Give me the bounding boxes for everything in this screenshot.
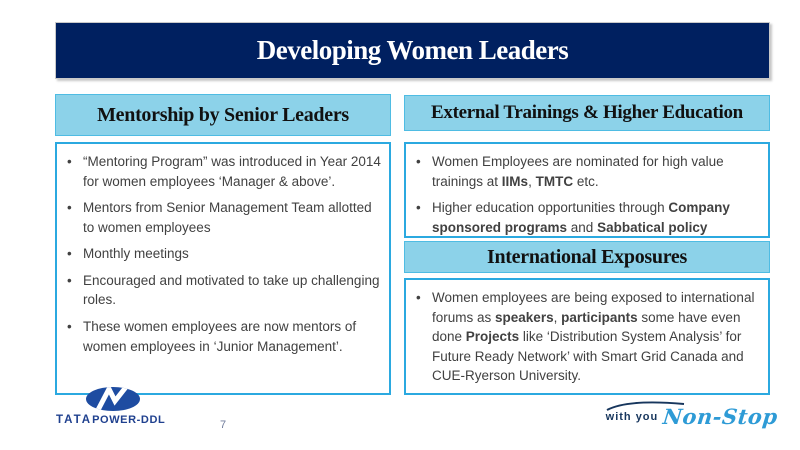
bullet-item: • Monthly meetings xyxy=(61,244,385,264)
right-section1-body xyxy=(404,142,770,238)
right-section1-header xyxy=(404,95,770,131)
page-number: 7 xyxy=(220,419,227,431)
right-section2-body xyxy=(404,278,770,395)
right-section1-bullet-list xyxy=(410,152,764,237)
bullet-item: • Women employees are being exposed to international forums as speakers, participants some have even done Projects like ‘Distribution System Analysis’ for Future Ready Network’ with Smart Grid Canada and CUE-Ryerson University. xyxy=(410,288,764,386)
left-section-header xyxy=(55,94,391,136)
bullet-item: • These women employees are now mentors of women employees in ‘Junior Management’. xyxy=(61,317,385,356)
slide-title-bar xyxy=(55,22,770,79)
lightning-ellipse-icon xyxy=(84,386,142,414)
brand-tagline xyxy=(598,399,778,433)
left-bullet-list xyxy=(61,152,385,356)
bullet-item: • Mentors from Senior Management Team allotted to women employees xyxy=(61,198,385,237)
right-section2-header-label: International Exposures xyxy=(487,245,687,268)
right-section1-header-label: External Trainings & Higher Education xyxy=(431,102,743,123)
bullet-item: • Encouraged and motivated to take up challenging roles. xyxy=(61,271,385,310)
bullet-item: • Higher education opportunities through Company sponsored programs and Sabbatical policy xyxy=(410,198,764,237)
slide-title: Developing Women Leaders xyxy=(256,35,569,65)
bullet-item: • “Mentoring Program” was introduced in Year 2014 for women employees ‘Manager & above’. xyxy=(61,152,385,191)
left-section-body xyxy=(55,142,391,395)
bullet-item: • Women Employees are nominated for high value trainings at IIMs, TMTC etc. xyxy=(410,152,764,191)
right-section2-bullet-list xyxy=(410,288,764,386)
logo-power-text: POWER-DDL xyxy=(92,414,166,426)
logo-tata-text: TATA xyxy=(56,414,93,426)
logo-wordmark xyxy=(56,414,196,426)
tagline-with-you: with you xyxy=(605,411,659,423)
right-section2-header xyxy=(404,241,770,273)
tagline-non-stop: Non-Stop xyxy=(661,403,780,429)
left-section-header-label: Mentorship by Senior Leaders xyxy=(97,103,349,126)
